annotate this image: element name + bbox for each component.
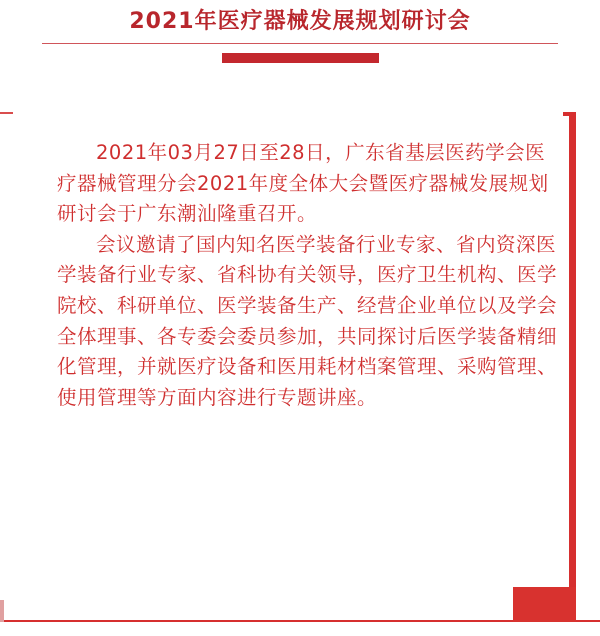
title-accent-bar bbox=[222, 53, 379, 63]
frame-bottom-left-mark bbox=[0, 600, 4, 622]
title-divider bbox=[42, 43, 558, 44]
article-paragraph: 会议邀请了国内知名医学装备行业专家、省内资深医学装备行业专家、省科协有关领导，医疗卫生机构、医学院校、科研单位、医学装备生产、经营企业单位以及学会全体理事、各专委会委员参加，共同探讨后医学装备精细化管理，并就医疗设备和医用耗材档案管理、采购管理、使用管理等方面内容进行专题讲座。 bbox=[57, 232, 558, 409]
frame-corner-block bbox=[513, 587, 576, 622]
frame-right-bar bbox=[569, 112, 576, 598]
frame-bottom-line bbox=[0, 620, 600, 622]
frame-top-left-line bbox=[0, 112, 13, 114]
page-title: 2021年医疗器械发展规划研讨会 bbox=[129, 9, 471, 34]
article-body bbox=[57, 138, 557, 413]
article-paragraph: 2021年03月27日至28日，广东省基层医药学会医疗器械管理分会2021年度全体大会暨医疗器械发展规划研讨会于广东潮汕隆重召开。 bbox=[57, 141, 549, 226]
